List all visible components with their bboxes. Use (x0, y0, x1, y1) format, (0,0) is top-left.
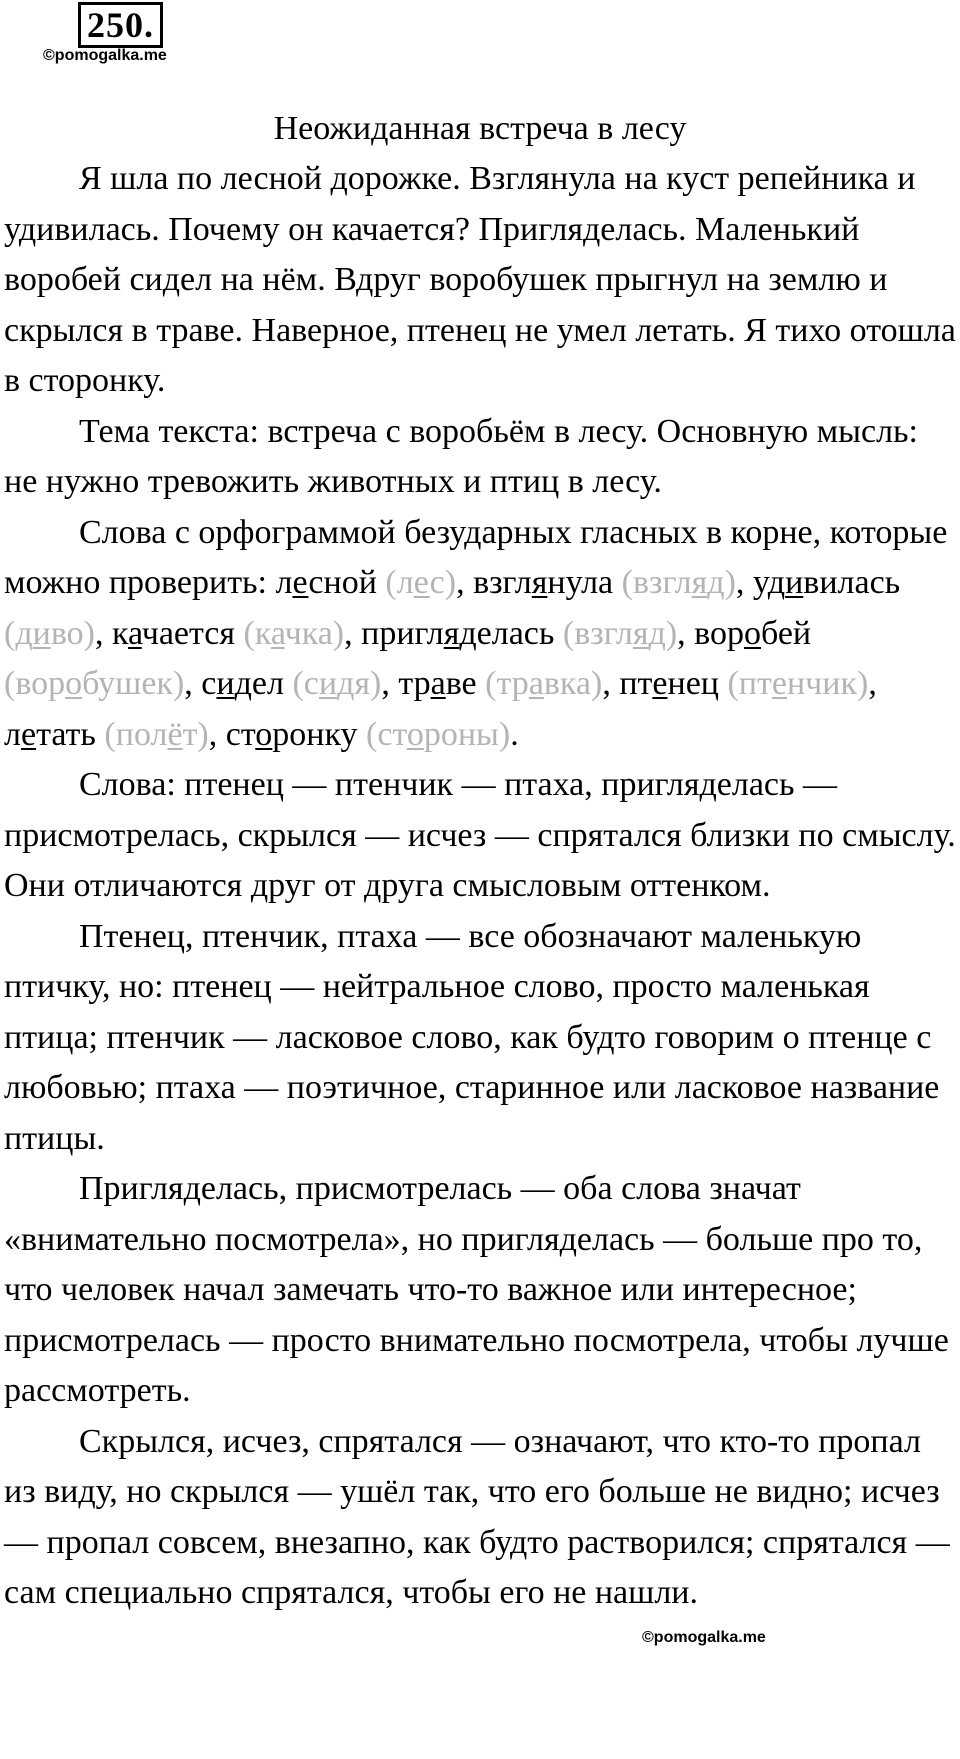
spelling-word (276, 564, 377, 601)
paragraph-prigljadelas: Пригляделась, присмотрелась — оба слова значат «внимательно посмотрела», но пригляделась — больше про то, что человек начал замечать что-то важное или интересное; присмотрелась — просто внимательно посмотрела, чтобы лучше рассмотреть. (4, 1170, 949, 1409)
check-part: (л (385, 564, 414, 601)
word-part: ве (445, 665, 477, 702)
task-number: 250. (78, 2, 163, 48)
spelling-word (201, 665, 284, 702)
check-vowel: е (413, 564, 430, 601)
check-word (104, 716, 208, 753)
spelling-word (753, 564, 900, 601)
unstressed-vowel: а (430, 665, 446, 702)
spelling-word (694, 615, 811, 652)
check-vowel: я (691, 564, 708, 601)
check-part: чка) (284, 614, 345, 652)
spelling-word-list: лесной (лес), взглянула (взгляд), удивилась (диво), качается (качка), пригляделась (взгляд), воробей (воробушек), сидел (сидя), траве (травка), птенец (птенчик), летать (полёт), сторонку (стороны). (4, 564, 901, 753)
check-part: (взгл (621, 564, 692, 601)
spelling-word (398, 665, 476, 702)
check-word (4, 615, 95, 652)
check-vowel: ё (167, 715, 183, 753)
spelling-word (226, 716, 358, 753)
unstressed-vowel: и (785, 564, 804, 601)
word-part: уд (752, 564, 786, 601)
spelling-word (361, 615, 554, 652)
paragraph-spelling-words (4, 508, 956, 761)
check-part: (тр (485, 665, 529, 702)
word-part: л (4, 715, 21, 753)
word-part: делась (459, 614, 555, 652)
word-part: нула (547, 564, 614, 601)
check-word (385, 564, 456, 601)
check-part: во) (50, 614, 95, 652)
check-part: дя) (337, 665, 382, 702)
check-vowel: о (65, 665, 83, 702)
unstressed-vowel: е (652, 665, 668, 702)
check-word (622, 564, 736, 601)
check-word (366, 716, 510, 753)
check-part: (д (4, 614, 33, 652)
paragraph-ptenets: Птенец, птенчик, птаха — все обозначают маленькую птичку, но: птенец — нейтральное слово, просто маленькая птица; птенчик — ласковое слово, как будто говорим о птенце с любовью; птаха — поэтичное, старинное или ласковое название птицы. (4, 917, 940, 1157)
check-part: нчик) (786, 665, 869, 702)
check-vowel: я (632, 614, 649, 652)
check-vowel: о (406, 715, 424, 753)
word-part: вор (694, 614, 744, 652)
answer-text (4, 154, 956, 1619)
check-word (727, 665, 868, 702)
check-part: т) (182, 715, 209, 753)
check-word (485, 665, 602, 702)
spelling-word (4, 716, 96, 753)
word-part: сной (308, 564, 377, 601)
check-part: (взгл (562, 614, 633, 652)
check-word (563, 615, 677, 652)
paragraph-skrylsja: Скрылся, исчез, спрятался — означают, что кто-то пропал из виду, но скрылся — ушёл так, что его больше не видно; исчез — пропал совсем, внезапно, как будто растворился; спрятался — сам специально спрятался, чтобы его не нашли. (4, 1422, 950, 1611)
check-part: с) (429, 564, 457, 601)
paragraph-synonyms: Слова: птенец — птенчик — птаха, пригляделась — присмотрелась, скрылся — исчез — спрятался близки по смыслу. Они отличаются друг от друга смысловым оттенком. (4, 766, 956, 904)
check-vowel: е (771, 665, 787, 702)
check-part: (пол (104, 715, 168, 753)
check-part: (к (243, 614, 271, 652)
spelling-word (619, 665, 719, 702)
check-vowel: и (32, 614, 51, 652)
word-part: пт (619, 665, 653, 702)
word-part: тать (36, 715, 96, 753)
unstressed-vowel: о (743, 614, 761, 652)
word-part: чается (141, 614, 236, 652)
word-part: л (275, 564, 293, 601)
check-part: (пт (727, 665, 772, 702)
unstressed-vowel: е (20, 715, 37, 753)
text-title: Неожиданная встреча в лесу (273, 110, 687, 147)
paragraph-theme: Тема текста: встреча с воробьём в лесу. Основную мысль: не нужно тревожить животных и птиц в лесу. (4, 412, 918, 500)
check-word (4, 665, 184, 702)
word-part: ст (225, 715, 256, 753)
word-part: вилась (803, 564, 901, 601)
check-vowel: а (528, 665, 544, 702)
word-part: дел (234, 665, 284, 702)
unstressed-vowel: о (255, 715, 273, 753)
check-part: (ст (366, 715, 407, 753)
unstressed-vowel: я (443, 614, 460, 652)
check-vowel: и (318, 665, 338, 702)
word-part: бей (760, 614, 812, 652)
unstressed-vowel: а (128, 614, 142, 652)
word-part: с (201, 665, 217, 702)
unstressed-vowel: и (216, 665, 235, 702)
check-vowel: а (270, 614, 285, 652)
check-word (292, 665, 381, 702)
check-part: бушек) (82, 665, 185, 702)
watermark-bottom: ©pomogalka.me (642, 1629, 766, 1646)
check-word (244, 615, 345, 652)
check-part: (вор (4, 665, 66, 702)
word-part: ронку (272, 715, 358, 753)
spelling-word (112, 615, 235, 652)
check-part: вка) (543, 665, 603, 702)
word-part: к (111, 614, 128, 652)
unstressed-vowel: е (292, 564, 309, 601)
word-part: пригл (361, 614, 444, 652)
check-part: (с (292, 665, 319, 702)
check-part: д) (707, 564, 736, 601)
spelling-word (473, 564, 613, 601)
check-part: роны) (423, 715, 511, 753)
spelling-intro: Слова с орфограммой безударных гласных в корне, которые можно проверить: (4, 513, 948, 601)
word-part: взгл (473, 564, 532, 601)
check-part: д) (648, 614, 678, 652)
word-part: нец (667, 665, 719, 702)
paragraph-story: Я шла по лесной дорожке. Взглянула на куст репейника и удивилась. Почему он качается? Пригляделась. Маленький воробей сидел на нём. Вдруг воробушек прыгнул на землю и скрылся в траве. Наверное, птенец не умел летать. Я тихо отошла в сторонку. (4, 160, 956, 399)
unstressed-vowel: я (531, 564, 548, 601)
watermark-top: ©pomogalka.me (43, 47, 167, 64)
word-part: тр (398, 665, 431, 702)
